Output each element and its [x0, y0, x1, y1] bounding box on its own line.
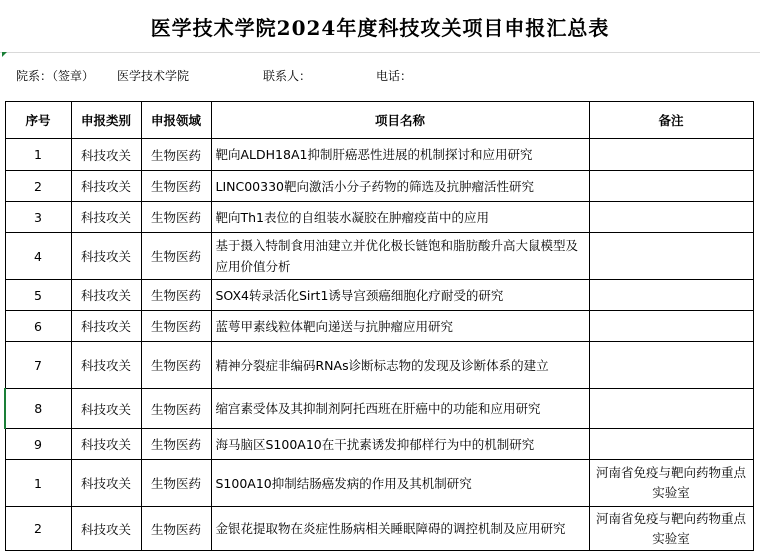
cell-note[interactable]	[589, 280, 753, 311]
table-row	[5, 202, 753, 233]
cell-category[interactable]: 科技攻关	[71, 507, 141, 551]
phone-label: 电话：	[376, 69, 413, 83]
cell-note[interactable]	[589, 171, 753, 202]
cell-category[interactable]: 科技攻关	[71, 202, 141, 233]
cell-no[interactable]: 1	[5, 139, 71, 171]
cell-note[interactable]	[589, 342, 753, 389]
cell-note[interactable]: 河南省免疫与靶向药物重点实验室	[589, 507, 753, 551]
sheet-title: 医学技术学院2024年度科技攻关项目申报汇总表	[150, 15, 610, 40]
cell-project-name[interactable]: 金银花提取物在炎症性肠病相关睡眠障碍的调控机制及应用研究	[211, 507, 589, 551]
cell-no[interactable]: 2	[5, 171, 71, 202]
dept-label: 院系：（签章）	[16, 69, 95, 83]
cell-category[interactable]: 科技攻关	[71, 460, 141, 507]
table-row	[5, 233, 753, 280]
table-row	[5, 429, 753, 460]
cell-category[interactable]: 科技攻关	[71, 342, 141, 389]
cell-project-name[interactable]: 靶向Th1表位的自组装水凝胶在肿瘤疫苗中的应用	[211, 202, 589, 233]
cell-project-name[interactable]: LINC00330靶向激活小分子药物的筛选及抗肿瘤活性研究	[211, 171, 589, 202]
table-row	[5, 311, 753, 342]
table-row	[5, 460, 753, 507]
cell-field[interactable]: 生物医药	[141, 311, 211, 342]
table-row	[5, 389, 753, 429]
cell-no[interactable]: 6	[5, 311, 71, 342]
cell-note[interactable]	[589, 311, 753, 342]
cell-project-name[interactable]: S100A10抑制结肠癌发病的作用及其机制研究	[211, 460, 589, 507]
cell-field[interactable]: 生物医药	[141, 429, 211, 460]
cell-note[interactable]	[589, 139, 753, 171]
cell-project-name[interactable]: SOX4转录活化Sirt1诱导宫颈癌细胞化疗耐受的研究	[211, 280, 589, 311]
cell-project-name[interactable]: 蓝萼甲素线粒体靶向递送与抗肿瘤应用研究	[211, 311, 589, 342]
cell-no[interactable]: 8	[5, 389, 71, 429]
table-row	[5, 342, 753, 389]
cell-field[interactable]: 生物医药	[141, 389, 211, 429]
cell-note[interactable]	[589, 202, 753, 233]
cell-field[interactable]: 生物医药	[141, 507, 211, 551]
cell-field[interactable]: 生物医药	[141, 139, 211, 171]
cell-category[interactable]: 科技攻关	[71, 429, 141, 460]
header-field[interactable]: 申报领域	[141, 102, 211, 139]
cell-field[interactable]: 生物医药	[141, 280, 211, 311]
contact-label: 联系人：	[263, 69, 312, 83]
cell-no[interactable]: 3	[5, 202, 71, 233]
cell-no[interactable]: 1	[5, 460, 71, 507]
cell-category[interactable]: 科技攻关	[71, 280, 141, 311]
header-note[interactable]: 备注	[589, 102, 753, 139]
cell-project-name[interactable]: 缩宫素受体及其抑制剂阿托西班在肝癌中的功能和应用研究	[211, 389, 589, 429]
cell-category[interactable]: 科技攻关	[71, 311, 141, 342]
table-row	[5, 171, 753, 202]
cell-category[interactable]: 科技攻关	[71, 233, 141, 280]
table-row	[5, 280, 753, 311]
cell-no[interactable]: 2	[5, 507, 71, 551]
table-header-row	[5, 102, 753, 139]
title-divider	[0, 52, 760, 53]
table-row	[5, 139, 753, 171]
cell-no[interactable]: 4	[5, 233, 71, 280]
cell-project-name[interactable]: 精神分裂症非编码RNAs诊断标志物的发现及诊断体系的建立	[211, 342, 589, 389]
cell-note[interactable]: 河南省免疫与靶向药物重点实验室	[589, 460, 753, 507]
header-category[interactable]: 申报类别	[71, 102, 141, 139]
cell-note[interactable]	[589, 389, 753, 429]
cell-field[interactable]: 生物医药	[141, 233, 211, 280]
cell-note[interactable]	[589, 429, 753, 460]
cell-no[interactable]: 5	[5, 280, 71, 311]
dept-value: 医学技术学院	[117, 69, 190, 83]
cell-field[interactable]: 生物医药	[141, 202, 211, 233]
cell-field[interactable]: 生物医药	[141, 171, 211, 202]
cell-project-name[interactable]: 基于摄入特制食用油建立并优化极长链饱和脂肪酸升高大鼠模型及应用价值分析	[211, 233, 589, 280]
cell-category[interactable]: 科技攻关	[71, 139, 141, 171]
cell-field[interactable]: 生物医药	[141, 342, 211, 389]
project-table	[4, 101, 754, 551]
cell-comment-marker	[2, 52, 7, 57]
cell-no[interactable]: 7	[5, 342, 71, 389]
cell-category[interactable]: 科技攻关	[71, 389, 141, 429]
header-no[interactable]: 序号	[5, 102, 71, 139]
cell-project-name[interactable]: 靶向ALDH18A1抑制肝癌恶性进展的机制探讨和应用研究	[211, 139, 589, 171]
header-project-name[interactable]: 项目名称	[211, 102, 589, 139]
cell-no[interactable]: 9	[5, 429, 71, 460]
cell-project-name[interactable]: 海马脑区S100A10在干扰素诱发抑郁样行为中的机制研究	[211, 429, 589, 460]
cell-category[interactable]: 科技攻关	[71, 171, 141, 202]
cell-note[interactable]	[589, 233, 753, 280]
table-row	[5, 507, 753, 551]
cell-field[interactable]: 生物医药	[141, 460, 211, 507]
